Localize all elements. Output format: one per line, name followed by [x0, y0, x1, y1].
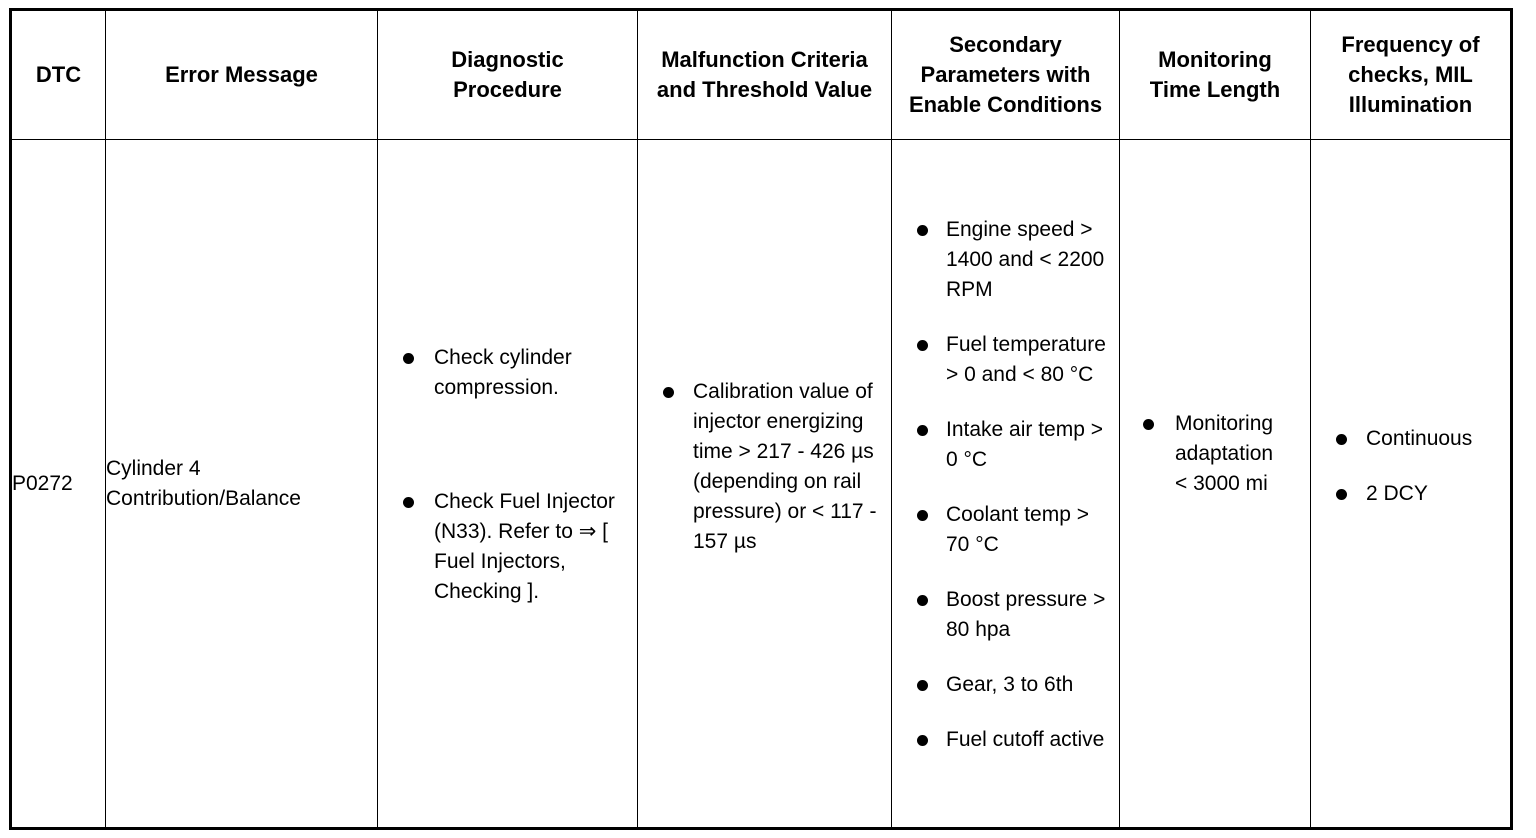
list-item: Fuel cutoff active [892, 725, 1119, 755]
header-diagnostic-procedure: Diagnostic Procedure [378, 10, 638, 140]
header-monitoring-time-length: Monitoring Time Length [1120, 10, 1311, 140]
table-row [11, 140, 1512, 829]
secondary-parameters [892, 140, 1120, 829]
list-item: Gear, 3 to 6th [892, 670, 1119, 700]
list-item: Check cylinder compression. [378, 343, 637, 403]
monitoring-time-length [1120, 140, 1311, 829]
malfunction-criteria [638, 140, 892, 829]
list-item: Calibration value of injector energizing time > 217 - 426 µs (depending on rail pressure) or < 117 - 157 µs [638, 377, 891, 557]
header-error-message: Error Message [106, 10, 378, 140]
list-item: Check Fuel Injector (N33). Refer to ⇒ [ Fuel Injectors, Checking ]. [378, 487, 637, 607]
header-dtc: DTC [11, 10, 106, 140]
error-message-line: Contribution/Balance [106, 486, 301, 510]
list-item: Intake air temp > 0 °C [892, 415, 1119, 475]
list-item: Boost pressure > 80 hpa [892, 585, 1119, 645]
error-message [106, 140, 378, 829]
diagnostic-procedure [378, 140, 638, 829]
dtc-code: P0272 [11, 140, 106, 829]
dtc-table [9, 8, 1513, 830]
header-malfunction-criteria: Malfunction Criteria and Threshold Value [638, 10, 892, 140]
list-item: Monitoring adaptation < 3000 mi [1120, 409, 1310, 499]
frequency-mil [1311, 140, 1512, 829]
list-item: Continuous [1311, 424, 1510, 454]
header-frequency-mil: Frequency of checks, MIL Illumination [1311, 10, 1512, 140]
list-item: Fuel temperature > 0 and < 80 °C [892, 330, 1119, 390]
list-item: Coolant temp > 70 °C [892, 500, 1119, 560]
header-secondary-parameters: Secondary Parameters with Enable Conditions [892, 10, 1120, 140]
error-message-line: Cylinder 4 [106, 456, 201, 480]
list-item: Engine speed > 1400 and < 2200 RPM [892, 215, 1119, 305]
header-row [11, 10, 1512, 140]
list-item: 2 DCY [1311, 479, 1510, 509]
